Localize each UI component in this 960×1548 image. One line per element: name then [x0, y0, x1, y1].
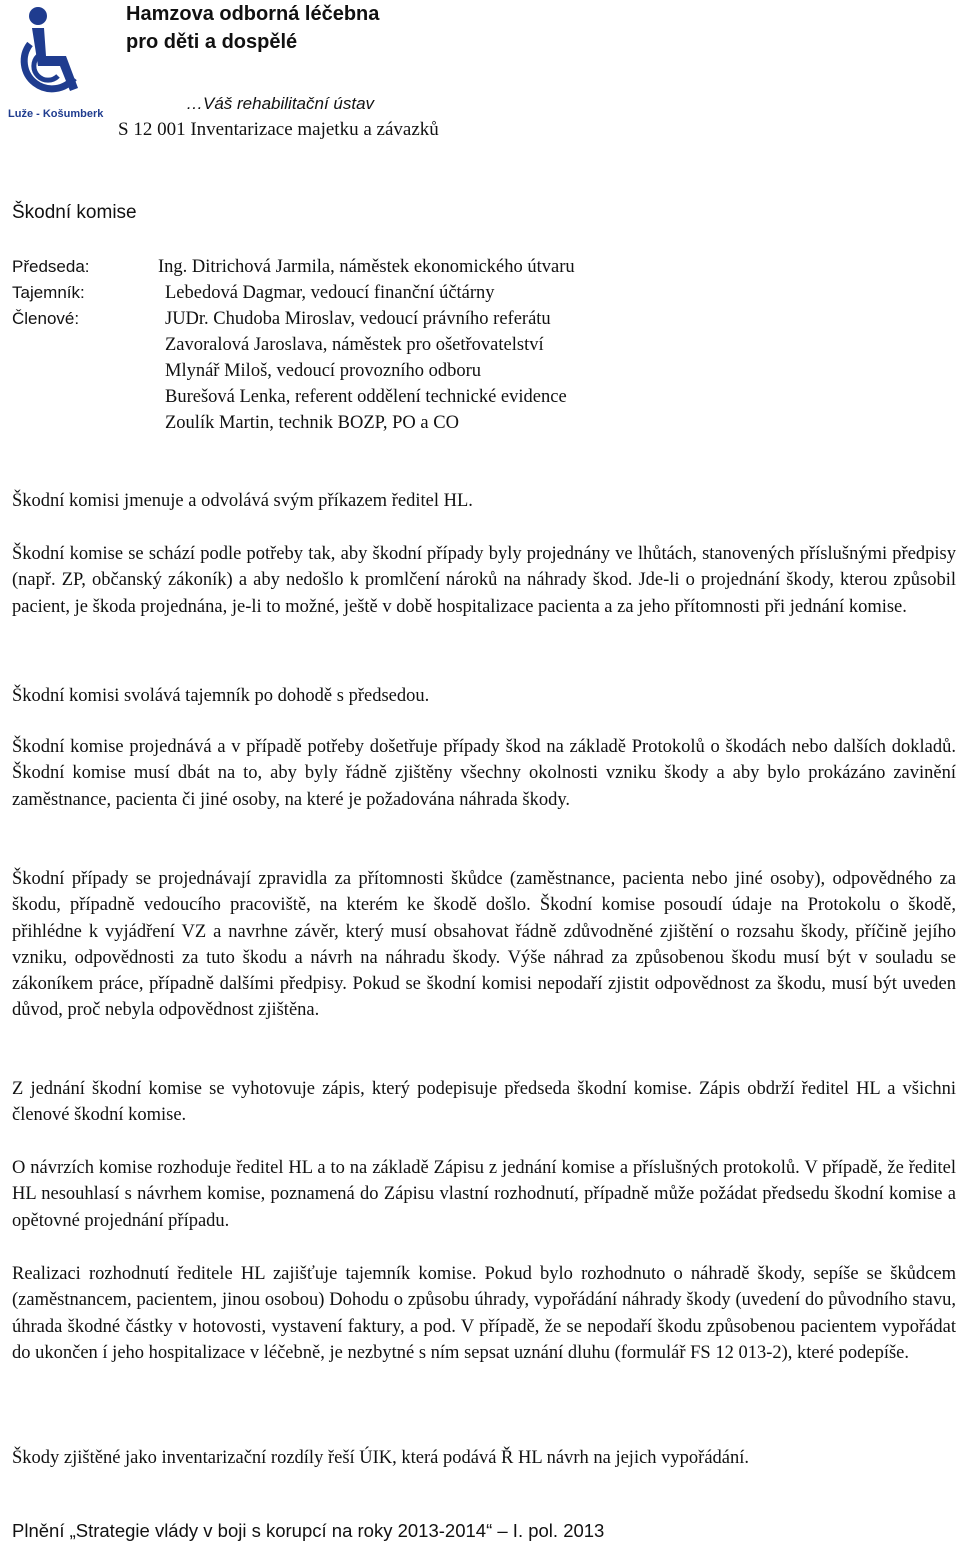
member-5: Zoulík Martin, technik BOZP, PO a CO — [165, 413, 459, 433]
tagline: …Váš rehabilitační ústav — [186, 94, 375, 113]
page-footer: Plnění „Strategie vlády v boji s korupcí na roky 2013-2014“ – I. pol. 2013 — [12, 1520, 605, 1541]
label-members: Členové: — [12, 309, 80, 328]
member-secretary: Lebedová Dagmar, vedoucí finanční účtárny — [165, 283, 495, 303]
logo-text: Luže - Košumberk — [8, 108, 104, 120]
paragraph-meetings: Škodní komise se schází podle potřeby tak, aby škodní případy byly projednány ve lhůtách, stanovených příslušnými předpisy (např. ZP, občanský zákoník) a aby nedošlo k promlčení nároků na náhrady škod. Jde-li o projednání škody, kterou způsobil pacient, je škoda projednána, je-li to možné, ještě v době hospitalizace pacienta a za jeho přítomnosti při jednání komise. — [12, 544, 956, 617]
organization-logo — [8, 4, 104, 122]
label-chairman: Předseda: — [12, 257, 90, 276]
paragraph-minutes: Z jednání škodní komise se vyhotovuje zápis, který podepisuje předseda škodní komise. Zápis obdrží ředitel HL a všichni členové škodní komise. — [12, 1079, 956, 1126]
member-3: Mlynář Miloš, vedoucí provozního odboru — [165, 361, 481, 381]
section-heading: Škodní komise — [12, 202, 137, 223]
label-secretary: Tajemník: — [12, 283, 85, 302]
paragraph-inventory-differences: Škody zjištěné jako inventarizační rozdíly řeší ÚIK, která podává Ř HL návrh na jejich vypořádání. — [12, 1448, 750, 1468]
paragraph-convening: Škodní komisi svolává tajemník po dohodě s předsedou. — [12, 686, 430, 706]
document-title: S 12 001 Inventarizace majetku a závazků — [118, 119, 439, 140]
member-1: JUDr. Chudoba Miroslav, vedoucí právního referátu — [165, 309, 551, 329]
paragraph-procedure: Škodní případy se projednávají zpravidla za přítomnosti škůdce (zaměstnance, pacienta nebo jiné osoby), odpovědného za škodu, případně vedoucího pracoviště, na kterém ke škodě došlo. Škodní komise posoudí údaje na Protokolu o škodě, přihlédne k vyjádření VZ a navrhne závěr, který musí obsahovat řádně zdůvodněné zjištění o rozsahu škody, příčině jejího vzniku, odpovědnosti za tuto škodu a návrh na náhradu škody. Výše náhrad za způsobenou škodu musí být v souladu se zákoníkem práce, případně dalšími předpisy. Pokud se škodní komisi nepodaří zjistit odpovědnost za škodu, musí být uveden důvod, proč nebyla odpovědnost zjištěna. — [12, 869, 956, 1021]
wheelchair-logo-icon — [8, 4, 96, 108]
paragraph-decisions: O návrzích komise rozhoduje ředitel HL a to na základě Zápisu z jednání komise a příslušných protokolů. V případě, že ředitel HL nesouhlasí s návrhem komise, poznamená do Zápisu vlastní rozhodnutí, případně může požádat předsedu škodní komise a opětovné projednání případu. — [12, 1158, 956, 1231]
paragraph-scope: Škodní komise projednává a v případě potřeby došetřuje případy škod na základě Protokolů o škodách nebo dalších dokladů. Škodní komise musí dbát na to, aby byly řádně zjištěny všechny okolnosti vzniku škody a aby bylo prokázáno zavinění zaměstnance, pacienta či jiné osoby, na které je požadována náhrada škody. — [12, 737, 956, 810]
organization-name-line2: pro děti a dospělé — [126, 31, 298, 53]
member-2: Zavoralová Jaroslava, náměstek pro ošetřovatelství — [165, 335, 544, 355]
member-chairman: Ing. Ditrichová Jarmila, náměstek ekonomického útvaru — [158, 257, 575, 277]
organization-name-line1: Hamzova odborná léčebna — [126, 3, 380, 25]
paragraph-realization: Realizaci rozhodnutí ředitele HL zajišťuje tajemník komise. Pokud bylo rozhodnuto o náhradě škody, sepíše se škůdcem (zaměstnancem, pacientem, jinou osobou) Dohodu o způsobu úhrady, vypořádání náhrady škody (uvedení do původního stavu, úhrada škodné částky v hotovosti, vystavení faktury, a pod. V případě, že se nepodaří škodu způsobenou pacientem vypořádat do ukončen í jeho hospitalizace v léčebně, je nezbytné s ním sepsat uznání dluhu (formulář FS 12 013-2), které podepíše. — [12, 1264, 956, 1363]
member-4: Burešová Lenka, referent oddělení technické evidence — [165, 387, 567, 407]
paragraph-appointment: Škodní komisi jmenuje a odvolává svým příkazem ředitel HL. — [12, 491, 473, 511]
